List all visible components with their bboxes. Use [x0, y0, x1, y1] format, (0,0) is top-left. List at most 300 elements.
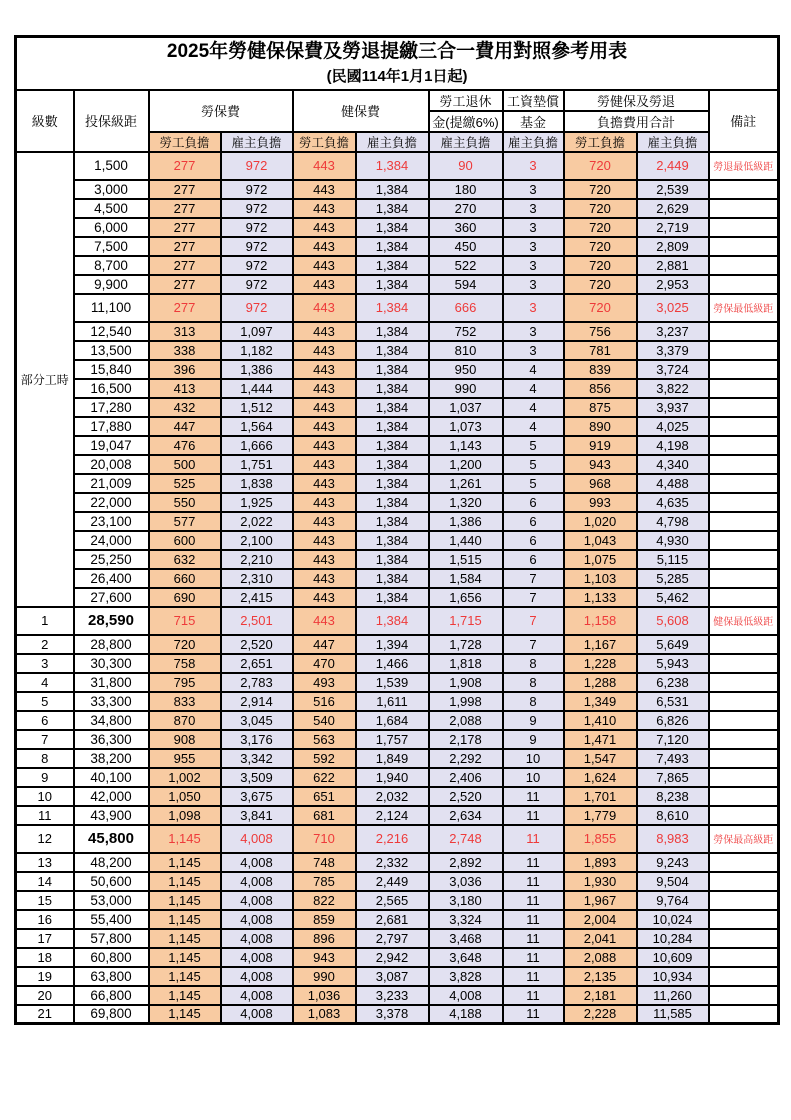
value-cell: 443 [293, 294, 356, 322]
table-row [16, 673, 779, 692]
value-cell: 3,233 [356, 986, 429, 1005]
value-cell: 7 [503, 607, 564, 635]
level-cell: 4 [16, 673, 74, 692]
level-cell: 20 [16, 986, 74, 1005]
value-cell: 443 [293, 531, 356, 550]
value-cell: 6 [503, 493, 564, 512]
bracket-cell: 34,800 [74, 711, 149, 730]
value-cell: 622 [293, 768, 356, 787]
table-row [16, 275, 779, 294]
value-cell: 277 [149, 275, 221, 294]
title-row [16, 37, 779, 90]
value-cell: 1,200 [429, 455, 503, 474]
value-cell: 594 [429, 275, 503, 294]
value-cell: 1,384 [356, 275, 429, 294]
bracket-cell: 23,100 [74, 512, 149, 531]
bracket-cell: 69,800 [74, 1005, 149, 1024]
table-row [16, 256, 779, 275]
value-cell: 752 [429, 322, 503, 341]
bracket-cell: 11,100 [74, 294, 149, 322]
bracket-cell: 8,700 [74, 256, 149, 275]
value-cell: 1,701 [564, 787, 637, 806]
value-cell: 2,228 [564, 1005, 637, 1024]
value-cell: 2,520 [429, 787, 503, 806]
value-cell: 660 [149, 569, 221, 588]
value-cell: 896 [293, 929, 356, 948]
value-cell: 972 [221, 275, 293, 294]
value-cell: 4,008 [221, 967, 293, 986]
col-header-health-insurance: 健保費 [293, 90, 429, 132]
value-cell: 720 [564, 180, 637, 199]
value-cell: 690 [149, 588, 221, 607]
value-cell: 6,238 [637, 673, 709, 692]
value-cell: 2,881 [637, 256, 709, 275]
value-cell: 2,449 [637, 152, 709, 180]
table-row [16, 455, 779, 474]
note-cell [709, 531, 779, 550]
value-cell: 1,384 [356, 256, 429, 275]
value-cell: 9 [503, 730, 564, 749]
note-cell: 勞保最高級距 [709, 825, 779, 853]
value-cell: 11 [503, 853, 564, 872]
value-cell: 500 [149, 455, 221, 474]
part-time-group-label: 部分工時 [16, 152, 74, 607]
level-cell: 15 [16, 891, 74, 910]
note-cell [709, 436, 779, 455]
bracket-cell: 57,800 [74, 929, 149, 948]
value-cell: 1,384 [356, 588, 429, 607]
value-cell: 577 [149, 512, 221, 531]
value-cell: 443 [293, 550, 356, 569]
value-cell: 1,386 [221, 360, 293, 379]
note-cell [709, 417, 779, 436]
value-cell: 413 [149, 379, 221, 398]
level-cell: 11 [16, 806, 74, 825]
bracket-cell: 16,500 [74, 379, 149, 398]
value-cell: 443 [293, 588, 356, 607]
value-cell: 1,349 [564, 692, 637, 711]
note-cell [709, 654, 779, 673]
value-cell: 1,097 [221, 322, 293, 341]
table-row [16, 588, 779, 607]
value-cell: 3,025 [637, 294, 709, 322]
value-cell: 10,284 [637, 929, 709, 948]
page-title: 2025年勞健保保費及勞退提繳三合一費用對照參考用表 [166, 41, 628, 63]
value-cell: 1,539 [356, 673, 429, 692]
value-cell: 360 [429, 218, 503, 237]
value-cell: 1,145 [149, 967, 221, 986]
value-cell: 972 [221, 294, 293, 322]
note-cell [709, 398, 779, 417]
value-cell: 3,378 [356, 1005, 429, 1024]
value-cell: 2,088 [564, 948, 637, 967]
value-cell: 277 [149, 256, 221, 275]
value-cell: 1,547 [564, 749, 637, 768]
value-cell: 443 [293, 360, 356, 379]
value-cell: 2,892 [429, 853, 503, 872]
value-cell: 1,440 [429, 531, 503, 550]
value-cell: 522 [429, 256, 503, 275]
value-cell: 470 [293, 654, 356, 673]
note-cell [709, 588, 779, 607]
bracket-cell: 17,880 [74, 417, 149, 436]
value-cell: 908 [149, 730, 221, 749]
bracket-cell: 17,280 [74, 398, 149, 417]
value-cell: 4,008 [221, 1005, 293, 1024]
value-cell: 443 [293, 237, 356, 256]
value-cell: 3,841 [221, 806, 293, 825]
value-cell: 9,764 [637, 891, 709, 910]
value-cell: 875 [564, 398, 637, 417]
note-cell [709, 237, 779, 256]
value-cell: 540 [293, 711, 356, 730]
health-ins-employee-header: 勞工負擔 [293, 132, 356, 152]
value-cell: 1,384 [356, 493, 429, 512]
note-cell [709, 692, 779, 711]
table-row [16, 218, 779, 237]
value-cell: 859 [293, 910, 356, 929]
note-cell [709, 806, 779, 825]
value-cell: 4,008 [429, 986, 503, 1005]
table-row [16, 872, 779, 891]
value-cell: 3,509 [221, 768, 293, 787]
value-cell: 443 [293, 322, 356, 341]
bracket-cell: 66,800 [74, 986, 149, 1005]
value-cell: 9,243 [637, 853, 709, 872]
bracket-cell: 33,300 [74, 692, 149, 711]
note-cell [709, 749, 779, 768]
value-cell: 5 [503, 474, 564, 493]
value-cell: 3,379 [637, 341, 709, 360]
value-cell: 7,493 [637, 749, 709, 768]
value-cell: 4,008 [221, 872, 293, 891]
table-row [16, 910, 779, 929]
value-cell: 1,228 [564, 654, 637, 673]
value-cell: 4,008 [221, 825, 293, 853]
value-cell: 1,384 [356, 607, 429, 635]
col-header-wage-fund-line1: 工資墊償 [503, 90, 564, 111]
value-cell: 2,210 [221, 550, 293, 569]
value-cell: 7 [503, 635, 564, 654]
value-cell: 8,983 [637, 825, 709, 853]
value-cell: 990 [293, 967, 356, 986]
value-cell: 1,849 [356, 749, 429, 768]
value-cell: 1,818 [429, 654, 503, 673]
value-cell: 822 [293, 891, 356, 910]
bracket-cell: 40,100 [74, 768, 149, 787]
value-cell: 7,865 [637, 768, 709, 787]
table-row [16, 654, 779, 673]
value-cell: 2,520 [221, 635, 293, 654]
value-cell: 1,998 [429, 692, 503, 711]
value-cell: 5 [503, 455, 564, 474]
value-cell: 1,043 [564, 531, 637, 550]
table-row [16, 853, 779, 872]
value-cell: 1,684 [356, 711, 429, 730]
value-cell: 4,340 [637, 455, 709, 474]
table-row [16, 730, 779, 749]
value-cell: 2,629 [637, 199, 709, 218]
note-cell: 勞退最低級距 [709, 152, 779, 180]
col-header-total-line1: 勞健保及勞退 [564, 90, 709, 111]
table-row [16, 929, 779, 948]
value-cell: 476 [149, 436, 221, 455]
value-cell: 3,036 [429, 872, 503, 891]
level-cell: 14 [16, 872, 74, 891]
value-cell: 2,797 [356, 929, 429, 948]
value-cell: 2,783 [221, 673, 293, 692]
value-cell: 2,953 [637, 275, 709, 294]
col-header-wage-fund-line2: 基金 [503, 111, 564, 132]
value-cell: 4 [503, 417, 564, 436]
bracket-cell: 48,200 [74, 853, 149, 872]
value-cell: 4,188 [429, 1005, 503, 1024]
value-cell: 1,050 [149, 787, 221, 806]
value-cell: 651 [293, 787, 356, 806]
value-cell: 2,565 [356, 891, 429, 910]
value-cell: 972 [221, 199, 293, 218]
level-cell: 21 [16, 1005, 74, 1024]
value-cell: 4 [503, 379, 564, 398]
table-row [16, 986, 779, 1005]
labor-ins-employer-header: 雇主負擔 [221, 132, 293, 152]
value-cell: 2,332 [356, 853, 429, 872]
value-cell: 1,384 [356, 360, 429, 379]
value-cell: 972 [221, 256, 293, 275]
table-row [16, 531, 779, 550]
value-cell: 3 [503, 322, 564, 341]
value-cell: 2,719 [637, 218, 709, 237]
value-cell: 1,167 [564, 635, 637, 654]
note-cell [709, 360, 779, 379]
value-cell: 563 [293, 730, 356, 749]
value-cell: 3 [503, 275, 564, 294]
value-cell: 11 [503, 1005, 564, 1024]
value-cell: 2,041 [564, 929, 637, 948]
value-cell: 338 [149, 341, 221, 360]
note-cell [709, 341, 779, 360]
value-cell: 8 [503, 692, 564, 711]
value-cell: 1,466 [356, 654, 429, 673]
value-cell: 1,158 [564, 607, 637, 635]
value-cell: 1,037 [429, 398, 503, 417]
value-cell: 795 [149, 673, 221, 692]
value-cell: 781 [564, 341, 637, 360]
table-row [16, 512, 779, 531]
value-cell: 1,384 [356, 152, 429, 180]
note-cell [709, 787, 779, 806]
table-row [16, 493, 779, 512]
bracket-cell: 19,047 [74, 436, 149, 455]
value-cell: 785 [293, 872, 356, 891]
bracket-cell: 43,900 [74, 806, 149, 825]
value-cell: 968 [564, 474, 637, 493]
value-cell: 1,098 [149, 806, 221, 825]
value-cell: 7 [503, 569, 564, 588]
labor-ins-employee-header: 勞工負擔 [149, 132, 221, 152]
value-cell: 443 [293, 218, 356, 237]
table-row [16, 294, 779, 322]
value-cell: 5,462 [637, 588, 709, 607]
value-cell: 2,124 [356, 806, 429, 825]
value-cell: 9,504 [637, 872, 709, 891]
value-cell: 1,384 [356, 398, 429, 417]
value-cell: 2,415 [221, 588, 293, 607]
value-cell: 1,715 [429, 607, 503, 635]
bracket-cell: 26,400 [74, 569, 149, 588]
bracket-cell: 1,500 [74, 152, 149, 180]
value-cell: 11 [503, 929, 564, 948]
value-cell: 3,937 [637, 398, 709, 417]
table-row [16, 152, 779, 180]
value-cell: 3 [503, 294, 564, 322]
note-cell [709, 180, 779, 199]
value-cell: 6 [503, 512, 564, 531]
value-cell: 950 [429, 360, 503, 379]
value-cell: 4,008 [221, 948, 293, 967]
bracket-cell: 15,840 [74, 360, 149, 379]
bracket-cell: 7,500 [74, 237, 149, 256]
note-cell [709, 891, 779, 910]
value-cell: 720 [564, 152, 637, 180]
value-cell: 7,120 [637, 730, 709, 749]
value-cell: 833 [149, 692, 221, 711]
value-cell: 1,757 [356, 730, 429, 749]
value-cell: 313 [149, 322, 221, 341]
col-header-remark: 備註 [709, 90, 779, 152]
value-cell: 11 [503, 806, 564, 825]
value-cell: 1,020 [564, 512, 637, 531]
value-cell: 1,940 [356, 768, 429, 787]
note-cell [709, 967, 779, 986]
value-cell: 5,943 [637, 654, 709, 673]
table-row [16, 635, 779, 654]
value-cell: 839 [564, 360, 637, 379]
value-cell: 1,384 [356, 569, 429, 588]
value-cell: 4,488 [637, 474, 709, 493]
level-cell: 7 [16, 730, 74, 749]
table-row [16, 569, 779, 588]
value-cell: 525 [149, 474, 221, 493]
value-cell: 2,310 [221, 569, 293, 588]
bracket-cell: 45,800 [74, 825, 149, 853]
value-cell: 2,449 [356, 872, 429, 891]
value-cell: 443 [293, 379, 356, 398]
table-row [16, 825, 779, 853]
value-cell: 443 [293, 341, 356, 360]
table-row [16, 322, 779, 341]
value-cell: 758 [149, 654, 221, 673]
value-cell: 2,100 [221, 531, 293, 550]
value-cell: 2,178 [429, 730, 503, 749]
value-cell: 1,384 [356, 455, 429, 474]
value-cell: 943 [564, 455, 637, 474]
value-cell: 3,828 [429, 967, 503, 986]
value-cell: 2,539 [637, 180, 709, 199]
value-cell: 1,751 [221, 455, 293, 474]
value-cell: 11,585 [637, 1005, 709, 1024]
value-cell: 1,386 [429, 512, 503, 531]
value-cell: 720 [564, 237, 637, 256]
value-cell: 3,237 [637, 322, 709, 341]
level-cell: 10 [16, 787, 74, 806]
note-cell [709, 474, 779, 493]
bracket-cell: 6,000 [74, 218, 149, 237]
value-cell: 4,798 [637, 512, 709, 531]
bracket-cell: 38,200 [74, 749, 149, 768]
level-cell: 9 [16, 768, 74, 787]
value-cell: 443 [293, 398, 356, 417]
value-cell: 1,838 [221, 474, 293, 493]
value-cell: 972 [221, 218, 293, 237]
value-cell: 4,008 [221, 929, 293, 948]
value-cell: 4,930 [637, 531, 709, 550]
value-cell: 1,145 [149, 891, 221, 910]
note-cell [709, 929, 779, 948]
value-cell: 1,515 [429, 550, 503, 569]
value-cell: 443 [293, 512, 356, 531]
value-cell: 720 [564, 275, 637, 294]
value-cell: 1,182 [221, 341, 293, 360]
value-cell: 943 [293, 948, 356, 967]
value-cell: 4,008 [221, 891, 293, 910]
note-cell [709, 948, 779, 967]
value-cell: 443 [293, 436, 356, 455]
value-cell: 443 [293, 569, 356, 588]
value-cell: 277 [149, 237, 221, 256]
value-cell: 1,624 [564, 768, 637, 787]
level-cell: 16 [16, 910, 74, 929]
bracket-cell: 24,000 [74, 531, 149, 550]
value-cell: 443 [293, 152, 356, 180]
value-cell: 432 [149, 398, 221, 417]
value-cell: 447 [149, 417, 221, 436]
note-cell: 健保最低級距 [709, 607, 779, 635]
value-cell: 11 [503, 787, 564, 806]
value-cell: 3,648 [429, 948, 503, 967]
value-cell: 443 [293, 455, 356, 474]
note-cell [709, 275, 779, 294]
value-cell: 11 [503, 891, 564, 910]
value-cell: 2,216 [356, 825, 429, 853]
table-row [16, 474, 779, 493]
bracket-cell: 53,000 [74, 891, 149, 910]
value-cell: 1,384 [356, 531, 429, 550]
value-cell: 919 [564, 436, 637, 455]
note-cell [709, 986, 779, 1005]
value-cell: 4,198 [637, 436, 709, 455]
page-subtitle: (民國114年1月1日起) [326, 68, 468, 86]
value-cell: 681 [293, 806, 356, 825]
value-cell: 9 [503, 711, 564, 730]
value-cell: 4,008 [221, 853, 293, 872]
value-cell: 10,609 [637, 948, 709, 967]
value-cell: 4,635 [637, 493, 709, 512]
value-cell: 550 [149, 493, 221, 512]
value-cell: 1,133 [564, 588, 637, 607]
total-employer-header: 雇主負擔 [637, 132, 709, 152]
value-cell: 720 [564, 294, 637, 322]
value-cell: 443 [293, 275, 356, 294]
value-cell: 5,285 [637, 569, 709, 588]
value-cell: 7 [503, 588, 564, 607]
note-cell [709, 512, 779, 531]
col-header-total-line2: 負擔費用合計 [564, 111, 709, 132]
bracket-cell: 13,500 [74, 341, 149, 360]
value-cell: 10 [503, 749, 564, 768]
value-cell: 600 [149, 531, 221, 550]
level-cell: 19 [16, 967, 74, 986]
